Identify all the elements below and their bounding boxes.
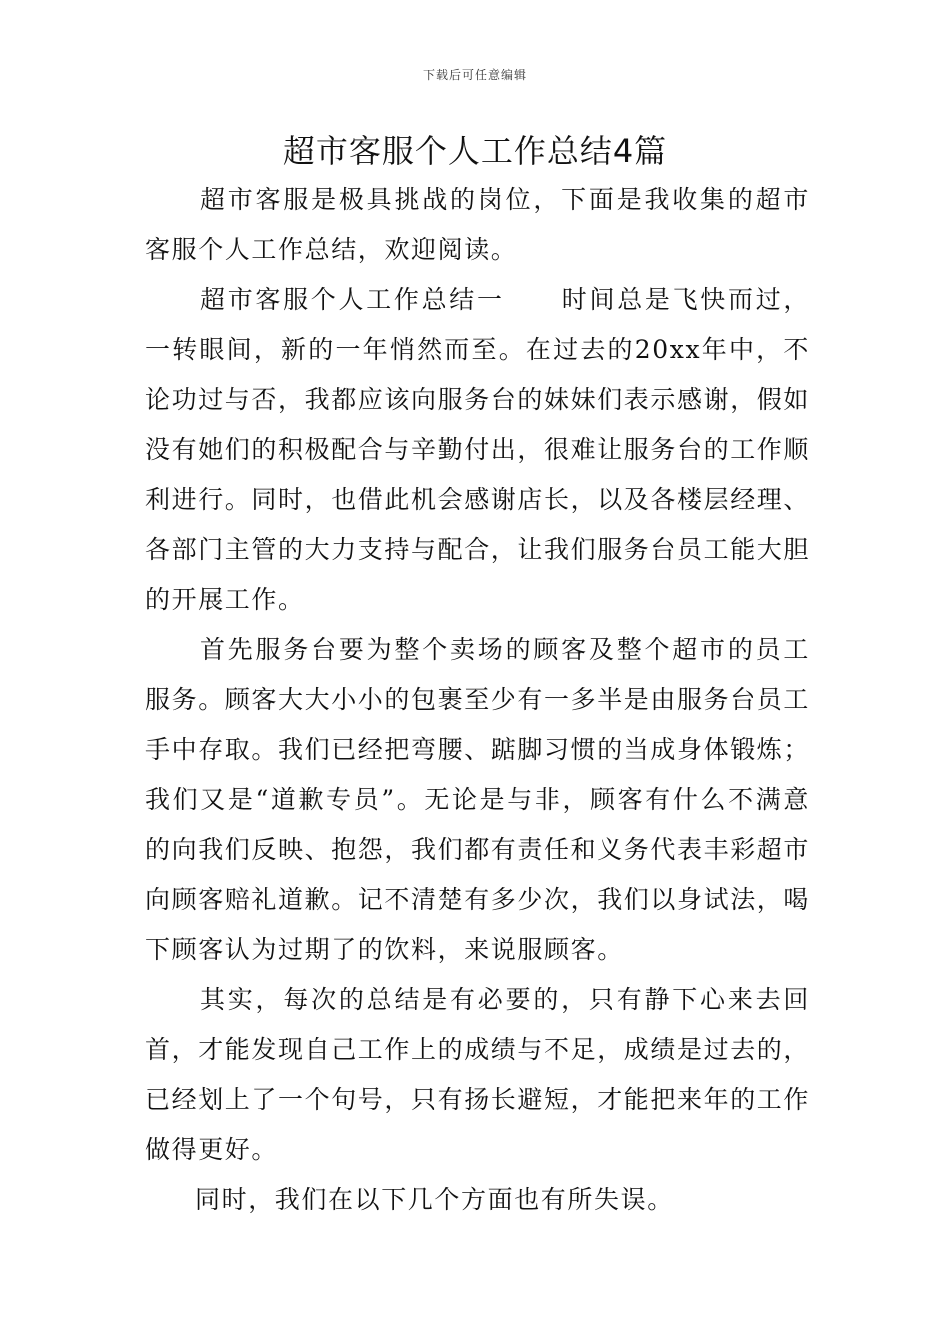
section-heading: 超市客服个人工作总结一 bbox=[200, 285, 505, 314]
intro-paragraph: 超市客服是极具挑战的岗位，下面是我收集的超市客服个人工作总结，欢迎阅读。 bbox=[145, 185, 810, 264]
mistakes-paragraph: 同时，我们在以下几个方面也有所失误。 bbox=[195, 1185, 674, 1214]
service-desk-paragraph: 首先服务台要为整个卖场的顾客及整个超市的员工服务。顾客大大小小的包裹至少有一多半是由服务台员工手中存取。我们已经把弯腰、踮脚习惯的当成身体锻炼；我们又是“道歉专员”。无论是与非，顾客有什么不满意的向我们反映、抱怨，我们都有责任和义务代表丰彩超市向顾客赔礼道歉。记不清楚有多少次，我们以身试法，喝下顾客认为过期了的饮料，来说服顾客。 bbox=[145, 635, 811, 964]
document-body bbox=[145, 175, 810, 1225]
section-one-paragraph bbox=[145, 275, 810, 625]
section-one-text: 时间总是飞快而过，一转眼间，新的一年悄然而至。在过去的20xx年中，不论功过与否，我都应该向服务台的妹妹们表示感谢，假如没有她们的积极配合与辛勤付出，很难让服务台的工作顺利进行。同时，也借此机会感谢店长，以及各楼层经理、各部门主管的大力支持与配合，让我们服务台员工能大胆的开展工作。 bbox=[145, 285, 811, 614]
document-title: 超市客服个人工作总结4篇 bbox=[282, 132, 668, 170]
summary-reflection-paragraph: 其实，每次的总结是有必要的，只有静下心来去回首，才能发现自己工作上的成绩与不足，成绩是过去的，已经划上了一个句号，只有扬长避短，才能把来年的工作做得更好。 bbox=[145, 985, 811, 1164]
page-header-note: 下载后可任意编辑 bbox=[422, 68, 527, 82]
